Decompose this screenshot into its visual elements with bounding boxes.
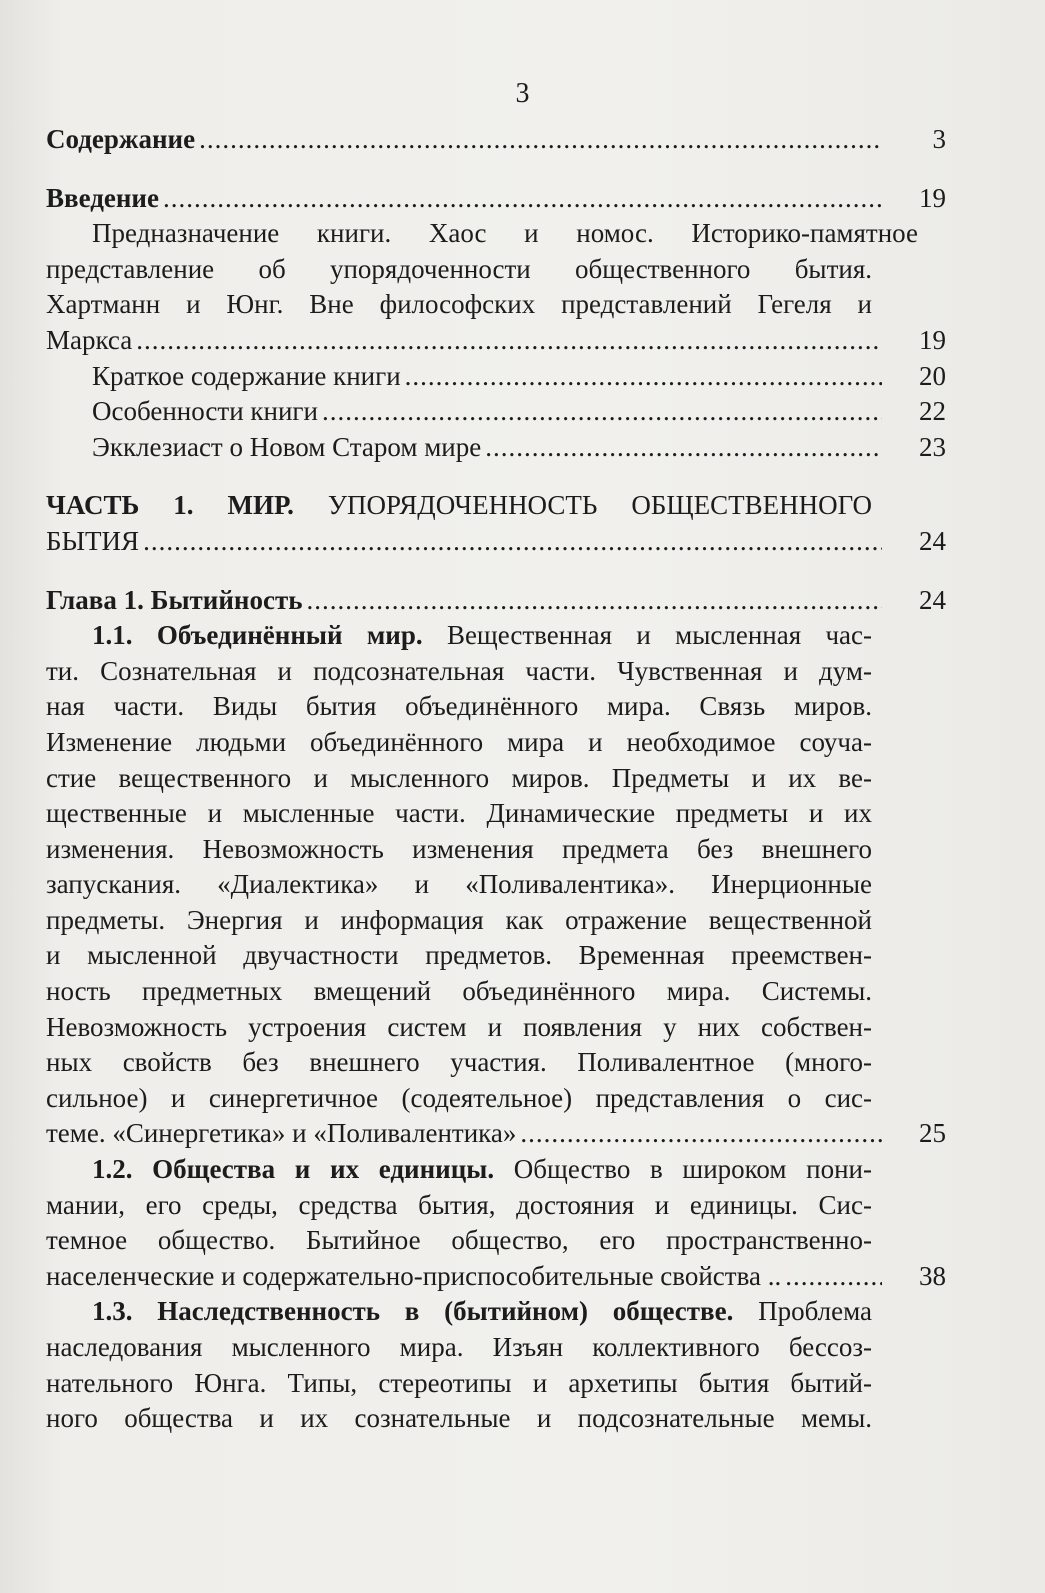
part-label: ЧАСТЬ 1. — [46, 490, 194, 521]
toc-entry-features — [46, 394, 946, 430]
toc-entry-page: 20 — [919, 360, 946, 391]
text-line: представление об упорядоченности общественного бытия. — [46, 253, 872, 284]
section-text-line: и мысленной двучастности предметов. Временная преемствен- — [46, 940, 872, 971]
toc-entry-intro — [46, 181, 946, 217]
toc-entry-title: Маркса — [46, 324, 133, 355]
toc-entry-page: 19 — [919, 324, 946, 355]
section-text-line: наследования мысленного мира. Изъян коллективного бессоз- — [46, 1332, 872, 1362]
toc-entry-section-1-3 — [46, 1294, 946, 1436]
section-text-line: нательного Юнга. Типы, стереотипы и архетипы бытия бытий- — [46, 1367, 872, 1398]
section-text: Вещественная и мысленная час- — [446, 620, 872, 651]
toc-entry-title: Краткое содержание книги — [92, 360, 401, 391]
section-text-line: запускания. «Диалектика» и «Поливалентика». Инерционные — [46, 869, 872, 900]
text-line-content: Предназначение книги. Хаос и номос. Историко-памятное — [92, 218, 918, 249]
toc-entry-page: 24 — [919, 525, 946, 556]
section-text-line: ного общества и их сознательные и подсознательные мемы. — [46, 1403, 872, 1434]
text-line-last — [46, 323, 946, 359]
section-text-line: мании, его среды, средства бытия, достояния и единицы. Сис- — [46, 1189, 872, 1220]
text-line-last — [46, 524, 946, 560]
toc-entry-title: Экклезиаст о Новом Старом мире — [92, 431, 482, 462]
toc-entry-contents — [46, 122, 946, 158]
toc-entry-page: 3 — [932, 124, 946, 154]
part-title-rest: УПОРЯДОЧЕННОСТЬ ОБЩЕСТВЕННОГО — [327, 490, 873, 521]
leader-dots — [785, 1259, 882, 1295]
section-last-line — [46, 1259, 946, 1295]
section-text-line: Изменение людьми объединённого мира и необходимое соуча- — [46, 726, 872, 757]
toc-entry-title: Глава 1. Бытийность — [46, 584, 303, 615]
leader-dots — [405, 359, 882, 395]
toc-entry-title: Введение — [46, 182, 159, 213]
toc-entry-summary — [46, 359, 946, 395]
section-text-line: сильное) и синергетичное (содеятельное) представления о сис- — [46, 1082, 872, 1113]
leader-dots — [136, 323, 882, 359]
section-text-line: ных свойств без внешнего участия. Поливалентное (много- — [46, 1047, 872, 1078]
section-text-line: темное общество. Бытийное общество, его пространственно- — [46, 1225, 872, 1256]
section-text-line: стие вещественного и мысленного миров. Предметы и их ве- — [46, 762, 872, 793]
toc-entry-page: 38 — [919, 1260, 946, 1291]
leader-dots — [322, 394, 882, 430]
toc-entry-section-1-1 — [46, 618, 946, 1152]
leader-dots — [307, 583, 883, 619]
toc-entry-title: Содержание — [46, 124, 196, 154]
toc-entry-page: 24 — [919, 584, 946, 615]
toc-entry-page: 25 — [919, 1118, 946, 1149]
section-text-line: изменения. Невозможность изменения предмета без внешнего — [46, 833, 872, 864]
section-first-line — [92, 618, 872, 654]
toc-entry-page: 19 — [919, 182, 946, 213]
leader-dots — [143, 524, 882, 560]
section-text-line: ти. Сознательная и подсознательная части. Чувственная и дум- — [46, 655, 872, 686]
leader-dots — [199, 122, 882, 158]
part-title-line — [46, 488, 872, 524]
part-title-last: БЫТИЯ — [46, 525, 140, 556]
section-text-line: щественные и мысленные части. Динамические предметы и их — [46, 798, 872, 829]
toc-entry-page: 23 — [919, 431, 946, 462]
section-first-line — [92, 1294, 872, 1330]
toc-entry-purpose — [46, 216, 946, 358]
page-number: 3 — [515, 78, 530, 109]
part-title-bold: МИР. — [227, 490, 294, 521]
section-text: теме. «Синергетика» и «Поливалентика» — [46, 1118, 517, 1149]
section-text: Проблема — [758, 1296, 872, 1327]
section-last-line — [46, 1116, 946, 1152]
toc-entry-section-1-2 — [46, 1152, 946, 1294]
leader-dots — [520, 1116, 882, 1152]
toc-entry-page: 22 — [919, 396, 946, 427]
leader-dots — [163, 181, 882, 217]
text-line — [46, 216, 946, 252]
section-text: Общество в широком пони- — [513, 1154, 872, 1185]
section-text-line: предметы. Энергия и информация как отражение вещественной — [46, 904, 872, 935]
leader-dots — [485, 430, 882, 466]
section-heading: 1.2. Общества и их единицы. — [92, 1154, 495, 1185]
table-of-contents — [46, 122, 946, 1437]
toc-entry-part1 — [46, 488, 946, 559]
text-line: Хартманн и Юнг. Вне философских представлений Гегеля и — [46, 289, 872, 320]
section-heading: 1.1. Объединённый мир. — [92, 620, 423, 651]
section-heading: 1.3. Наследственность в (бытийном) обществе. — [92, 1296, 734, 1327]
section-text-line: ная части. Виды бытия объединённого мира. Связь миров. — [46, 691, 872, 722]
section-first-line — [92, 1152, 872, 1188]
section-text-line: Невозможность устроения систем и появления у них собствен- — [46, 1011, 872, 1042]
section-text-line: ность предметных вмещений объединённого мира. Системы. — [46, 976, 872, 1007]
toc-entry-title: Особенности книги — [92, 396, 318, 427]
toc-entry-ecclesiastes — [46, 430, 946, 466]
toc-entry-chapter1 — [46, 583, 946, 619]
section-text: населенческие и содержательно-приспособительные свойства .. — [46, 1260, 782, 1291]
